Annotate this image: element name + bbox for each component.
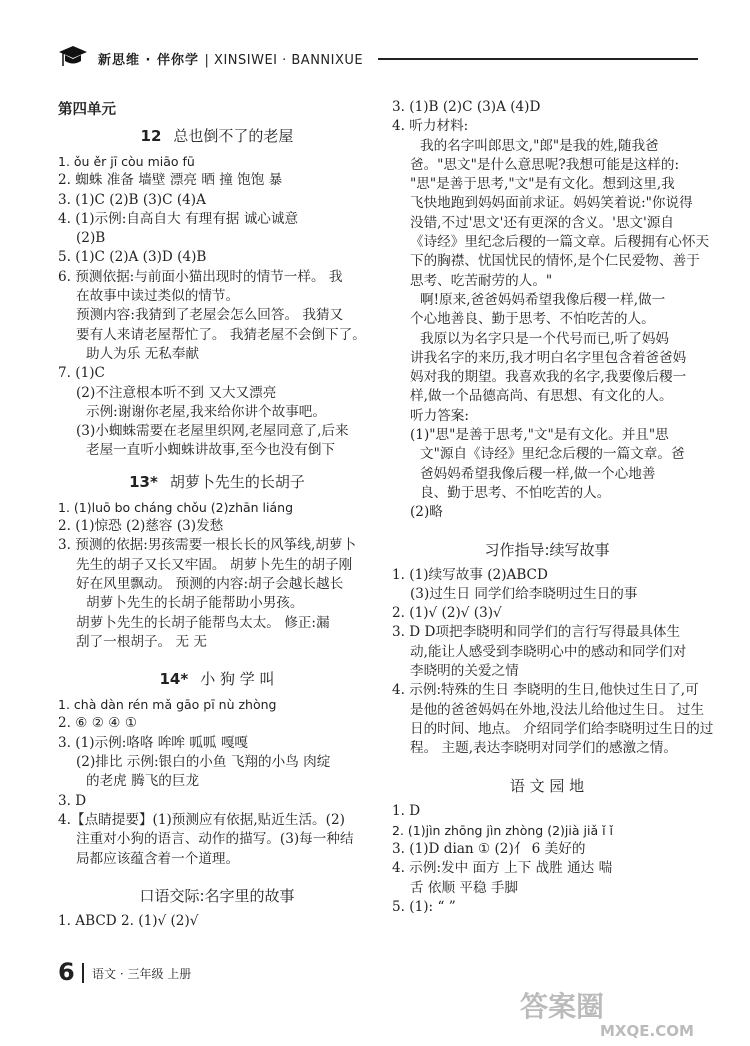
answer-line: 1. (1)luō bo cháng chǒu (2)zhān liáng (58, 499, 294, 515)
answer-line: 3. D D项把李晓明和同学们的言行写得最具体生 (392, 624, 681, 641)
section-14-title: 14* 小 狗 学 叫 (159, 670, 275, 689)
brand-title: 新思维 · 伴你学 | XINSIWEI · BANNIXUE (98, 53, 364, 68)
listening-line: 啊!原来,爸爸妈妈希望我像后稷一样,做一 (420, 291, 666, 308)
section-13-title: 13* 胡萝卜先生的长胡子 (129, 472, 305, 491)
answer-line: 1. ABCD 2. (1)√ (2)√ (58, 912, 199, 929)
footer-divider (82, 963, 84, 983)
answer-line: 1. ǒu ěr jī còu miāo fū (58, 154, 195, 169)
answer-line: 2. (1)惊恐 (2)慈容 (3)发愁 (58, 518, 224, 535)
section-garden-title: 语 文 园 地 (509, 776, 585, 795)
answer-line: 是他的爸爸妈妈在外地,没法儿给他过生日。 过生 (410, 701, 705, 718)
listening-line: 思考、吃苦耐劳的人。" (410, 272, 553, 289)
watermark-url: MXQE.COM (600, 1022, 694, 1040)
answer-line: 2. (1)jìn zhōng jìn zhòng (2)jià jiǎ ǐ ǐ (392, 822, 613, 838)
listening-line: 我的名字叫郎思文,"郎"是我的姓,随我爸 (420, 137, 659, 154)
answer-line: 3. 预测的依据:男孩需要一根长长的风筝线,胡萝卜 (58, 537, 357, 554)
answer-line: 爸妈妈希望我像后稷一样,做一个心地善 (420, 465, 656, 482)
answer-line: 在故事中读过类似的情节。 (76, 288, 240, 305)
listening-line: 下的胸襟、忧国忧民的情怀,是个仁民爱物、善于 (410, 253, 700, 270)
answer-line: 胡萝卜先生的长胡子能帮助小男孩。 (86, 595, 304, 612)
right-column (392, 98, 714, 917)
answer-line: 2. (1)√ (2)√ (3)√ (392, 605, 502, 622)
answer-line: 要有人来请老屋帮忙了。 我猜老屋不会倒下了。 (76, 326, 366, 343)
answer-line: 5. (1)C (2)A (3)D (4)B (58, 249, 207, 266)
answer-line: (2)不注意根本听不到 又大又漂亮 (76, 384, 277, 401)
answer-line: 4. 示例:特殊的生日 李晓明的生日,他快过生日了,可 (392, 682, 699, 699)
listening-line: 我原以为名字只是一个代号而已,听了妈妈 (420, 330, 670, 347)
answer-line: 3. (1)B (2)C (3)A (4)D (392, 99, 541, 115)
page-header (58, 40, 698, 76)
answer-line: 良、勤于思考、不怕吃苦的人。 (420, 484, 611, 501)
answer-line: 2. ⑥ ② ④ ① (58, 715, 138, 732)
answer-line: 助人为乐 无私奉献 (86, 345, 200, 362)
section-writing-title: 习作指导:续写故事 (484, 540, 610, 559)
listening-line: 爸。"思文"是什么意思呢?我想可能是这样的: (410, 156, 680, 173)
answer-line: 1. D (392, 802, 421, 819)
answer-line: 预测内容:我猜到了老屋会怎么回答。 我猜又 (76, 307, 344, 324)
answer-line: 的老虎 腾飞的巨龙 (86, 773, 200, 790)
answer-line: 李晓明的关爱之情 (410, 663, 519, 680)
answer-line: 动,能让人感受到李晓明心中的感动和同学们对 (410, 643, 687, 660)
unit-title: 第四单元 (58, 102, 116, 118)
answer-line: 7. (1)C (58, 365, 105, 382)
answer-line: 日的时间、地点。 介绍同学们给李晓明过生日的过 (410, 720, 714, 737)
listening-line: 样,做一个品德高尚、有思想、有文化的人。 (410, 388, 673, 405)
section-12-title: 12 总也倒不了的老屋 (140, 127, 294, 145)
answer-line: 2. 蜘蛛 准备 墙壁 漂亮 晒 撞 饱饱 暴 (58, 172, 283, 189)
answer-line: 局都应该蕴含着一个道理。 (76, 850, 240, 867)
answer-line: 4.【点睛提要】(1)预测应有依据,贴近生活。(2) (58, 811, 345, 828)
answer-line: 4. (1)示例:自高自大 有理有据 诚心诚意 (58, 210, 299, 227)
graduation-cap-icon (58, 44, 88, 70)
answer-line: 1. (1)续写故事 (2)ABCD (392, 566, 548, 583)
answer-line: 示例:谢谢你老屋,我来给你讲个故事吧。 (86, 403, 326, 420)
header-rule (378, 58, 698, 60)
answer-line: (3)过生日 同学们给李晓明过生日的事 (410, 585, 638, 602)
answer-line: 刮了一根胡子。 无 无 (76, 633, 207, 650)
listening-line: 讲我名字的来历,我才明白名字里包含着爸爸妈 (410, 349, 687, 366)
watermark-logo: 答案圈 (520, 990, 605, 1023)
listening-line: 没错,不过'思文'还有更深的含义。'思文'源自 (410, 214, 674, 231)
footer-book-info: 语文 · 三年级 上册 (92, 967, 192, 981)
section-oral-title: 口语交际:名字里的故事 (139, 886, 295, 905)
answer-line: 老屋一直听小蜘蛛讲故事,至今也没有倒下 (86, 442, 336, 459)
answer-line: (2)略 (410, 504, 443, 521)
answer-line: 注重对小狗的语言、动作的描写。(3)每一种结 (76, 831, 354, 848)
answer-line: 5. (1): “ ” (392, 898, 456, 915)
answer-line: 舌 依顺 平稳 手脚 (410, 879, 519, 896)
answer-line: 文"源自《诗经》里纪念后稷的一篇文章。爸 (420, 446, 685, 463)
answer-line: (1)"思"是善于思考,"文"是有文化。并且"思 (410, 427, 669, 444)
answer-line: 1. chà dàn rén mǎ gāo pī nù zhòng (58, 697, 277, 713)
left-column (58, 98, 376, 931)
listening-line: 飞快地跑到妈妈面前求证。妈妈笑着说:"你说得 (410, 195, 693, 212)
answer-line: 好在风里飘动。 预测的内容:胡子会越长越长 (76, 575, 344, 592)
answer-line: 3. (1)C (2)B (3)C (4)A (58, 191, 206, 208)
listening-line: "思"是善于思考,"文"是有文化。想到这里,我 (410, 176, 675, 193)
answer-line: 程。 主题,表达李晓明对同学们的感激之情。 (410, 740, 677, 757)
listening-line: 妈对我的期望。我喜欢我的名字,我要像后稷一 (410, 369, 687, 386)
answer-line: 4. 听力材料: (392, 118, 469, 135)
page-number: 6 (58, 958, 75, 986)
answer-line: 先生的胡子又长又牢固。 胡萝卜先生的胡子刚 (76, 556, 353, 573)
answer-line: (3)小蜘蛛需要在老屋里织网,老屋同意了,后来 (76, 423, 349, 440)
answer-line: 6. 预测依据:与前面小猫出现时的情节一样。 我 (58, 268, 343, 285)
listening-line: 个心地善良、勤于思考、不怕吃苦的人。 (410, 311, 655, 328)
answer-line: 3. (1)D dian ① (2)亻 6 美好的 (392, 841, 586, 858)
answer-line: 3. D (58, 792, 87, 809)
listening-line: 《诗经》里纪念后稷的一篇文章。后稷拥有心怀天 (410, 234, 710, 251)
answer-line: 4. 示例:发中 面方 上下 战胜 通达 喘 (392, 860, 613, 877)
answer-line: (2)排比 示例:银白的小鱼 飞翔的小鸟 肉绽 (76, 754, 331, 771)
answer-line: 胡萝卜先生的长胡子能帮鸟太太。 修正:漏 (76, 614, 330, 631)
answer-line: 听力答案: (410, 407, 469, 424)
answer-line: (2)B (76, 230, 106, 247)
answer-line: 3. (1)示例:咯咯 哞哞 呱呱 嘎嘎 (58, 734, 249, 751)
